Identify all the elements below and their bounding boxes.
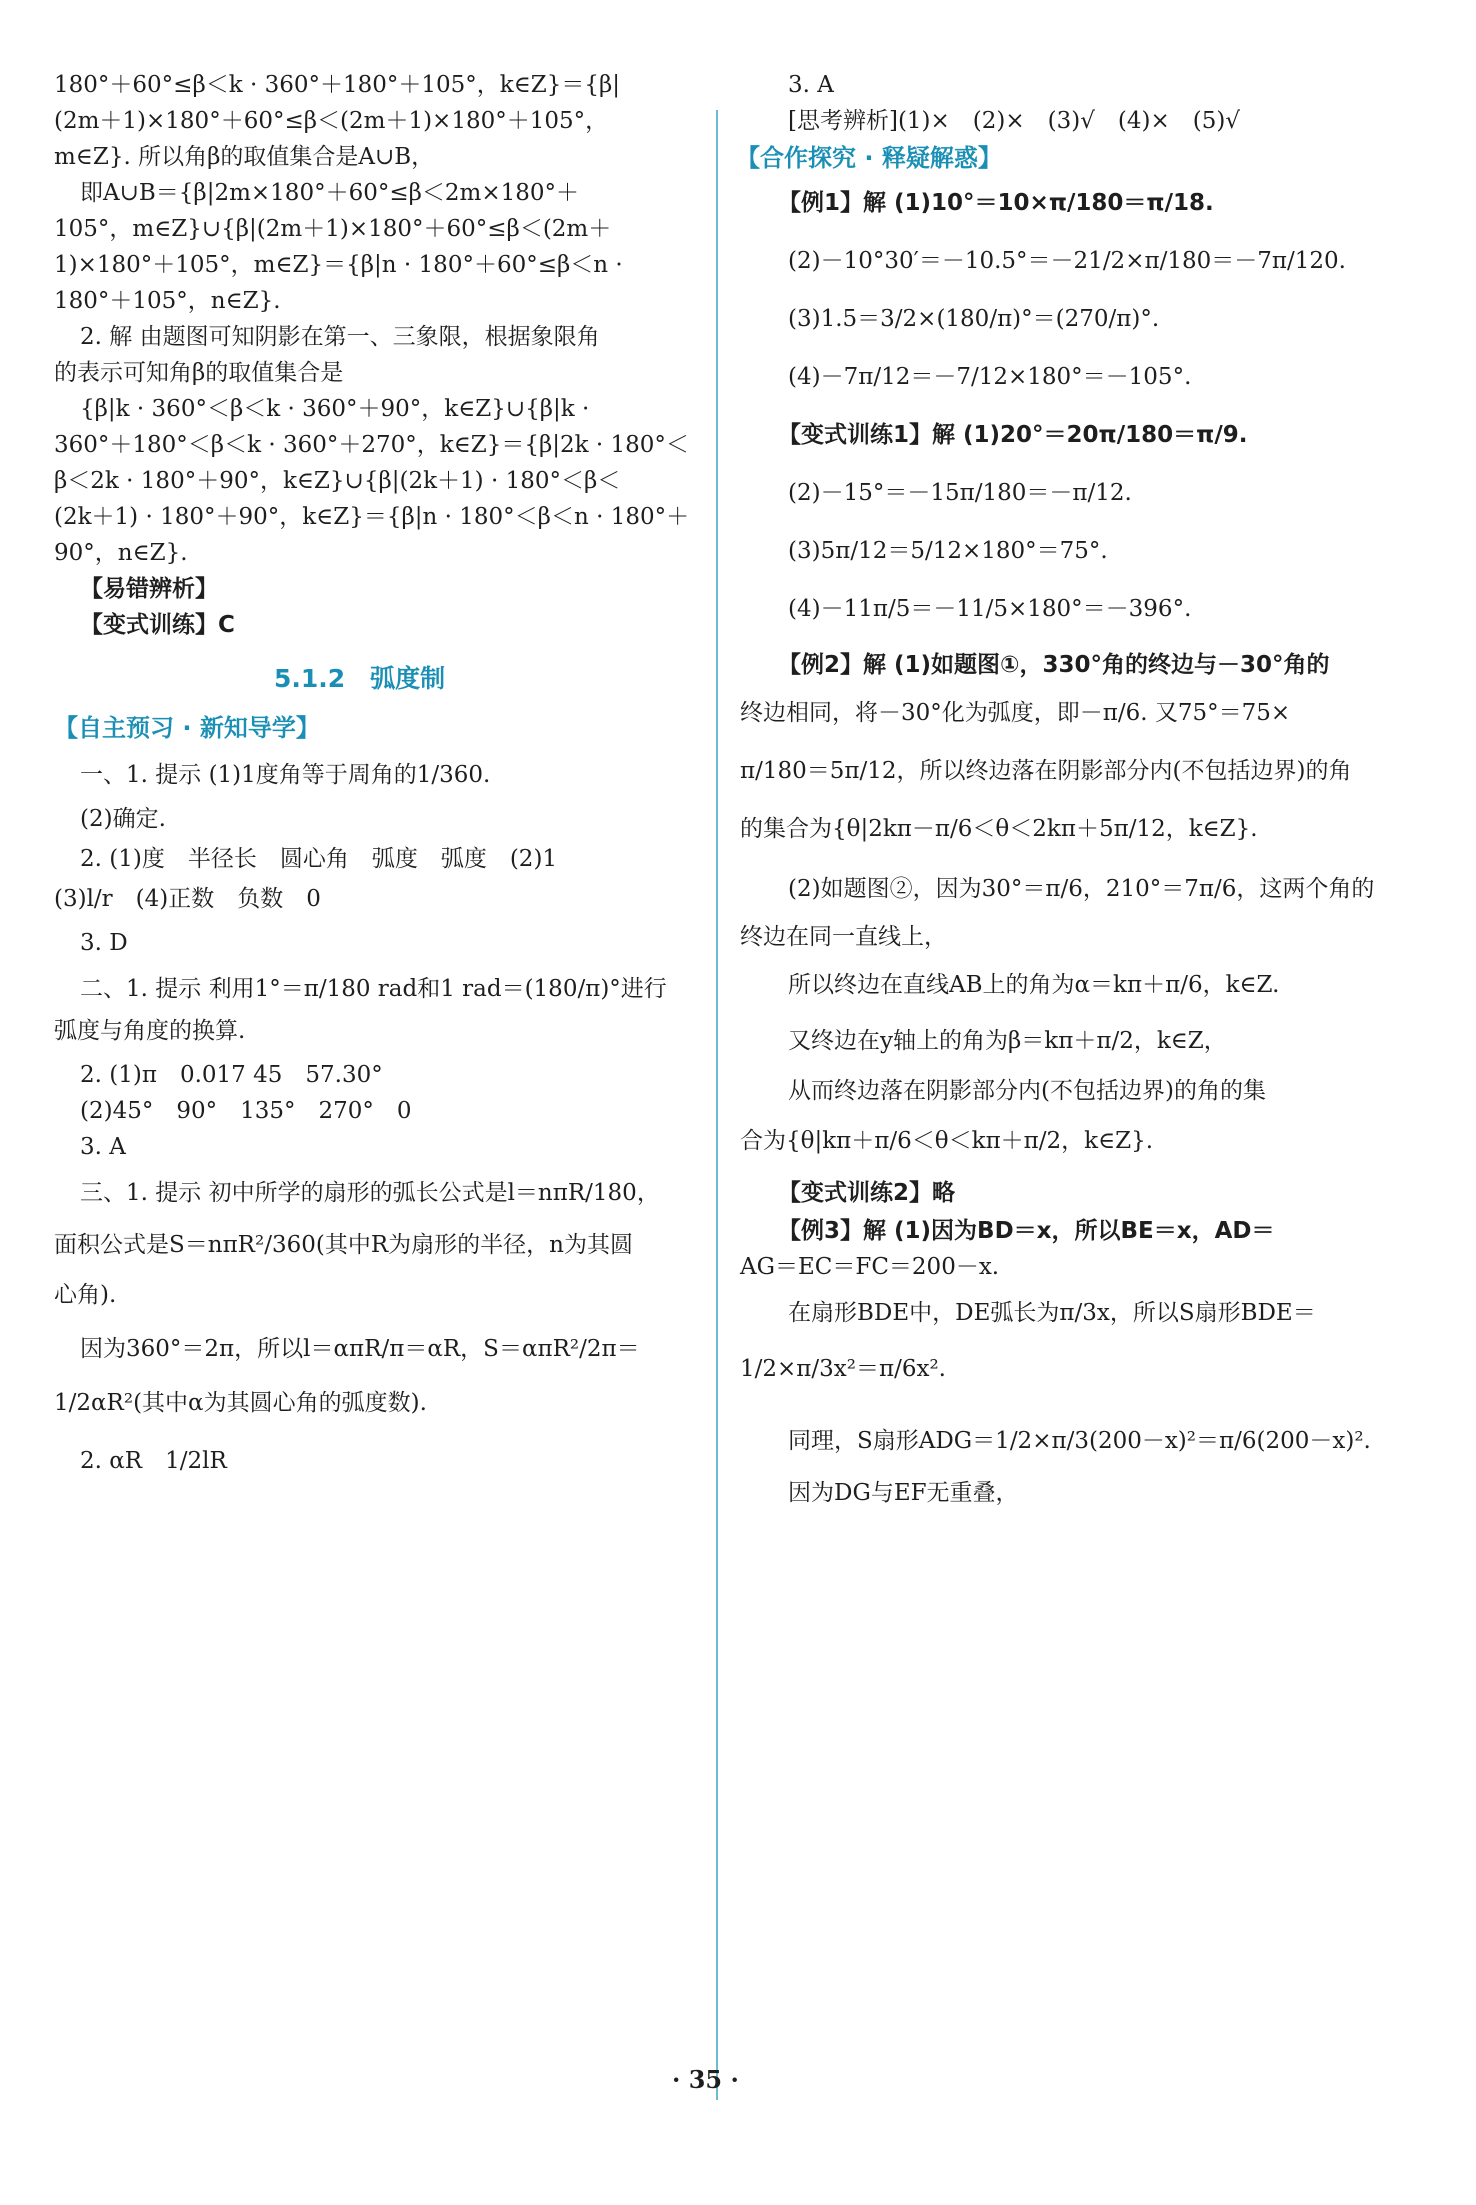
text-line: {β|k · 360°＜β＜k · 360°＋90°，k∈Z}∪{β|k · — [80, 396, 590, 422]
page-number: · 35 · — [672, 2065, 739, 2094]
text-line: π/180＝5π/12，所以终边落在阴影部分内(不包括边界)的角 — [740, 758, 1352, 784]
text-line: m∈Z}. 所以角β的取值集合是A∪B， — [54, 144, 435, 170]
text-line: 因为DG与EF无重叠， — [788, 1480, 1019, 1506]
text-line: (3)1.5＝3/2×(180/π)°＝(270/π)°. — [788, 306, 1160, 332]
text-line: 【变式训练2】略 — [778, 1180, 956, 1206]
text-line: (4)－11π/5＝－11/5×180°＝－396°. — [788, 596, 1192, 622]
text-line: 3. D — [80, 930, 128, 956]
text-line: 1/2×π/3x²＝π/6x². — [740, 1356, 946, 1382]
text-line: (2)确定. — [80, 806, 166, 832]
text-line: (2)45° 90° 135° 270° 0 — [80, 1098, 412, 1124]
text-line: 105°，m∈Z}∪{β|(2m＋1)×180°＋60°≤β＜(2m＋ — [54, 216, 612, 242]
text-line: 90°，n∈Z}. — [54, 540, 188, 566]
section-title: 5.1.2 弧度制 — [274, 664, 446, 693]
text-line: 【变式训练1】解 (1)20°＝20π/180＝π/9. — [778, 422, 1248, 448]
text-line: 终边相同，将－30°化为弧度，即－π/6. 又75°＝75× — [740, 700, 1291, 726]
text-line: (2)－15°＝－15π/180＝－π/12. — [788, 480, 1132, 506]
text-line: 的集合为{θ|2kπ－π/6＜θ＜2kπ＋5π/12，k∈Z}. — [740, 816, 1258, 842]
text-line: 所以终边在直线AB上的角为α＝kπ＋π/6，k∈Z. — [788, 972, 1280, 998]
section-heading: 【合作探究 · 释疑解惑】 — [736, 144, 1002, 172]
text-line: 180°＋60°≤β＜k · 360°＋180°＋105°，k∈Z}＝{β| — [54, 72, 621, 98]
text-line: 三、1. 提示 初中所学的扇形的弧长公式是l＝nπR/180， — [80, 1180, 660, 1206]
text-line: 3. A — [788, 72, 834, 98]
text-line: 180°＋105°，n∈Z}. — [54, 288, 281, 314]
text-line: 一、1. 提示 (1)1度角等于周角的1/360. — [80, 762, 491, 788]
text-line: 因为360°＝2π，所以l＝απR/π＝αR，S＝απR²/2π＝ — [80, 1336, 640, 1362]
text-line: 2. 解 由题图可知阴影在第一、三象限，根据象限角 — [80, 324, 600, 350]
text-line: (2k＋1) · 180°＋90°，k∈Z}＝{β|n · 180°＜β＜n · 180°＋ — [54, 504, 690, 530]
text-line: 又终边在y轴上的角为β＝kπ＋π/2，k∈Z， — [788, 1028, 1227, 1054]
text-line: 1/2αR²(其中α为其圆心角的弧度数). — [54, 1390, 427, 1416]
text-line: 从而终边落在阴影部分内(不包括边界)的角的集 — [788, 1078, 1266, 1104]
text-line: 同理，S扇形ADG＝1/2×π/3(200－x)²＝π/6(200－x)². — [788, 1428, 1371, 1454]
text-line: (3)5π/12＝5/12×180°＝75°. — [788, 538, 1108, 564]
text-line: 二、1. 提示 利用1°＝π/180 rad和1 rad＝(180/π)°进行 — [80, 976, 667, 1002]
text-line: (3)l/r (4)正数 负数 0 — [54, 886, 321, 912]
text-line: 3. A — [80, 1134, 126, 1160]
text-line: [思考辨析](1)× (2)× (3)√ (4)× (5)√ — [788, 108, 1240, 134]
column-divider — [716, 110, 718, 2100]
error-analysis-heading: 【易错辨析】 — [80, 576, 218, 602]
text-line: β＜2k · 180°＋90°，k∈Z}∪{β|(2k＋1) · 180°＜β＜ — [54, 468, 621, 494]
text-line: 合为{θ|kπ＋π/6＜θ＜kπ＋π/2，k∈Z}. — [740, 1128, 1154, 1154]
text-line: 的表示可知角β的取值集合是 — [54, 360, 344, 386]
text-line: 【例3】解 (1)因为BD＝x，所以BE＝x，AD＝ — [778, 1218, 1275, 1244]
text-line: 360°＋180°＜β＜k · 360°＋270°，k∈Z}＝{β|2k · 180°＜ — [54, 432, 689, 458]
text-line: 在扇形BDE中，DE弧长为π/3x，所以S扇形BDE＝ — [788, 1300, 1316, 1326]
text-line: 心角). — [54, 1282, 117, 1308]
text-line: 弧度与角度的换算. — [54, 1018, 246, 1044]
text-line: (4)－7π/12＝－7/12×180°＝－105°. — [788, 364, 1192, 390]
text-line: 【例2】解 (1)如题图①，330°角的终边与－30°角的 — [778, 652, 1330, 678]
text-line: 1)×180°＋105°，m∈Z}＝{β|n · 180°＋60°≤β＜n · — [54, 252, 623, 278]
section-heading: 【自主预习 · 新知导学】 — [54, 714, 320, 742]
text-line: 面积公式是S＝nπR²/360(其中R为扇形的半径，n为其圆 — [54, 1232, 633, 1258]
text-line: 2. (1)度 半径长 圆心角 弧度 弧度 (2)1 — [80, 846, 558, 872]
text-line: (2)如题图②，因为30°＝π/6，210°＝7π/6，这两个角的 — [788, 876, 1375, 902]
text-line: (2m＋1)×180°＋60°≤β＜(2m＋1)×180°＋105°， — [54, 108, 609, 134]
text-line: 2. (1)π 0.017 45 57.30° — [80, 1062, 383, 1088]
text-line: 2. αR 1/2lR — [80, 1448, 227, 1474]
text-line: 终边在同一直线上， — [740, 924, 947, 950]
text-line: 即A∪B＝{β|2m×180°＋60°≤β＜2m×180°＋ — [80, 180, 580, 206]
text-line: AG＝EC＝FC＝200－x. — [740, 1254, 1000, 1280]
text-line: 【例1】解 (1)10°＝10×π/180＝π/18. — [778, 190, 1214, 216]
text-line: (2)－10°30′＝－10.5°＝－21/2×π/180＝－7π/120. — [788, 248, 1346, 274]
variant-training: 【变式训练】C — [80, 612, 235, 638]
